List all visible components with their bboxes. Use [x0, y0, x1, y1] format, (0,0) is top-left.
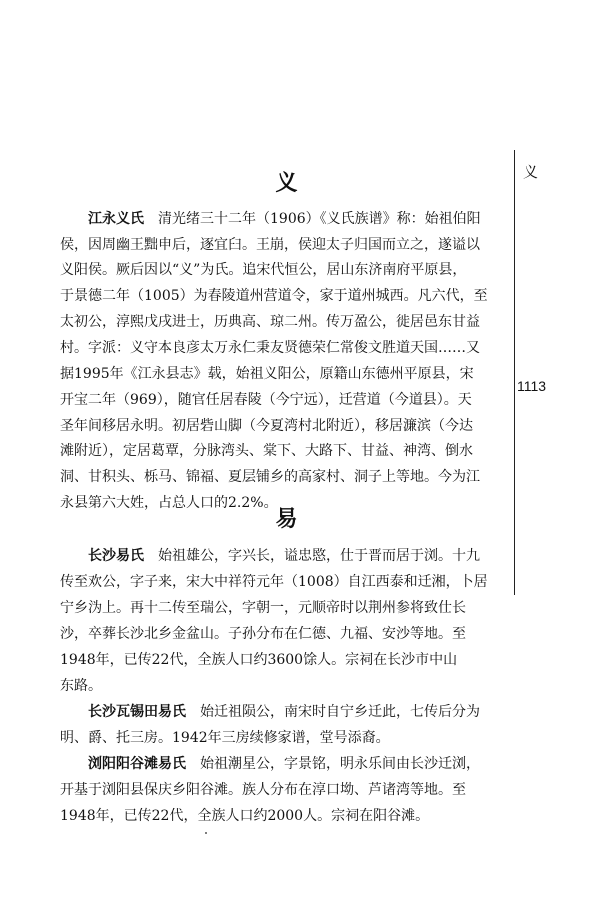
text-line: 永县第六大姓，占总人口的2.2%。 [60, 495, 278, 511]
text-line: 侯，因周幽王黜申后，逐宜臼。王崩，侯迎太子归国而立之，遂谥以 [60, 237, 480, 253]
text-line: 滩附近），定居葛覃，分脉湾头、棠下、大路下、甘益、神湾、倒水 [60, 443, 473, 459]
text-line: 宁乡沩上。再十二传至瑞公，字朝一，元顺帝时以荆州参将致仕长 [60, 600, 466, 616]
scan-speck [205, 832, 207, 834]
text-line: 1948年，已传22代，全族人口约2000人。宗祠在阳谷滩。 [60, 808, 430, 824]
text-line: 明、爵、托三房。1942年三房续修家谱，堂号添裔。 [60, 730, 390, 746]
text-line: 1948年，已传22代，全族人口约3600馀人。宗祠在长沙市中山 [60, 652, 458, 668]
text-line: 洞、甘积头、栎马、锦福、夏层铺乡的高家村、洞子上等地。今为江 [60, 469, 480, 485]
text-line: 传至欢公，字子来，宋大中祥符元年（1008）自江西泰和迁湘，卜居 [60, 574, 488, 590]
text-line: 村。字派：义守本良彦太万永仁秉友贤德荣仁常俊文胜道天国……又 [60, 340, 480, 356]
text-line: 于景德二年（1005）为春陵道州营道令，家于道州城西。凡六代，至 [60, 288, 488, 304]
text-line: 沙，卒葬长沙北乡金盆山。子孙分布在仁德、九福、安沙等地。至 [60, 626, 466, 642]
clan-name: 浏阳阳谷滩易氏 [88, 756, 186, 772]
page-number: 1113 [517, 378, 547, 394]
text-line: 据1995年《江永县志》载，始祖义阳公，原籍山东德州平原县，宋 [60, 366, 474, 382]
section-heading-yi-easy: 易 [275, 506, 299, 532]
text-line: 长沙瓦锡田易氏 始迁祖陨公，南宋时自宁乡迁此，七传后分为 [88, 704, 480, 720]
margin-section-char: 义 [523, 163, 539, 181]
text-line: 东路。 [60, 678, 102, 694]
clan-name: 长沙瓦锡田易氏 [88, 704, 186, 720]
text-line: 江永义氏 清光绪三十二年（1906）《义氏族谱》称：始祖伯阳 [88, 211, 481, 227]
text-line: 长沙易氏 始祖雄公，字兴长，谥忠愍，仕于晋而居于浏。十九 [88, 548, 480, 564]
clan-name: 长沙易氏 [88, 548, 144, 564]
text-line: 浏阳阳谷滩易氏 始祖潮星公，字景铭，明永乐间由长沙迁浏， [88, 756, 480, 772]
text-line: 太初公，淳熙戊戌进士，历典高、琼二州。传万盈公，徙居邑东甘益 [60, 314, 480, 330]
text-line: 圣年间移居永明。初居砦山脚（今夏湾村北附近），移居濂滨（今达 [60, 418, 473, 434]
text-line: 义阳侯。厥后因以“义”为氏。追宋代恒公，居山东济南府平原县， [60, 262, 467, 278]
text-line: 开基于浏阳县保庆乡阳谷滩。族人分布在淳口坳、芦诸湾等地。至 [60, 782, 466, 798]
section-heading-yi: 义 [275, 170, 299, 196]
text-line: 开宝二年（969），随官任居春陵（今宁远），迁营道（今道县）。天 [60, 392, 472, 408]
margin-divider [514, 150, 515, 595]
clan-name: 江永义氏 [88, 211, 144, 227]
